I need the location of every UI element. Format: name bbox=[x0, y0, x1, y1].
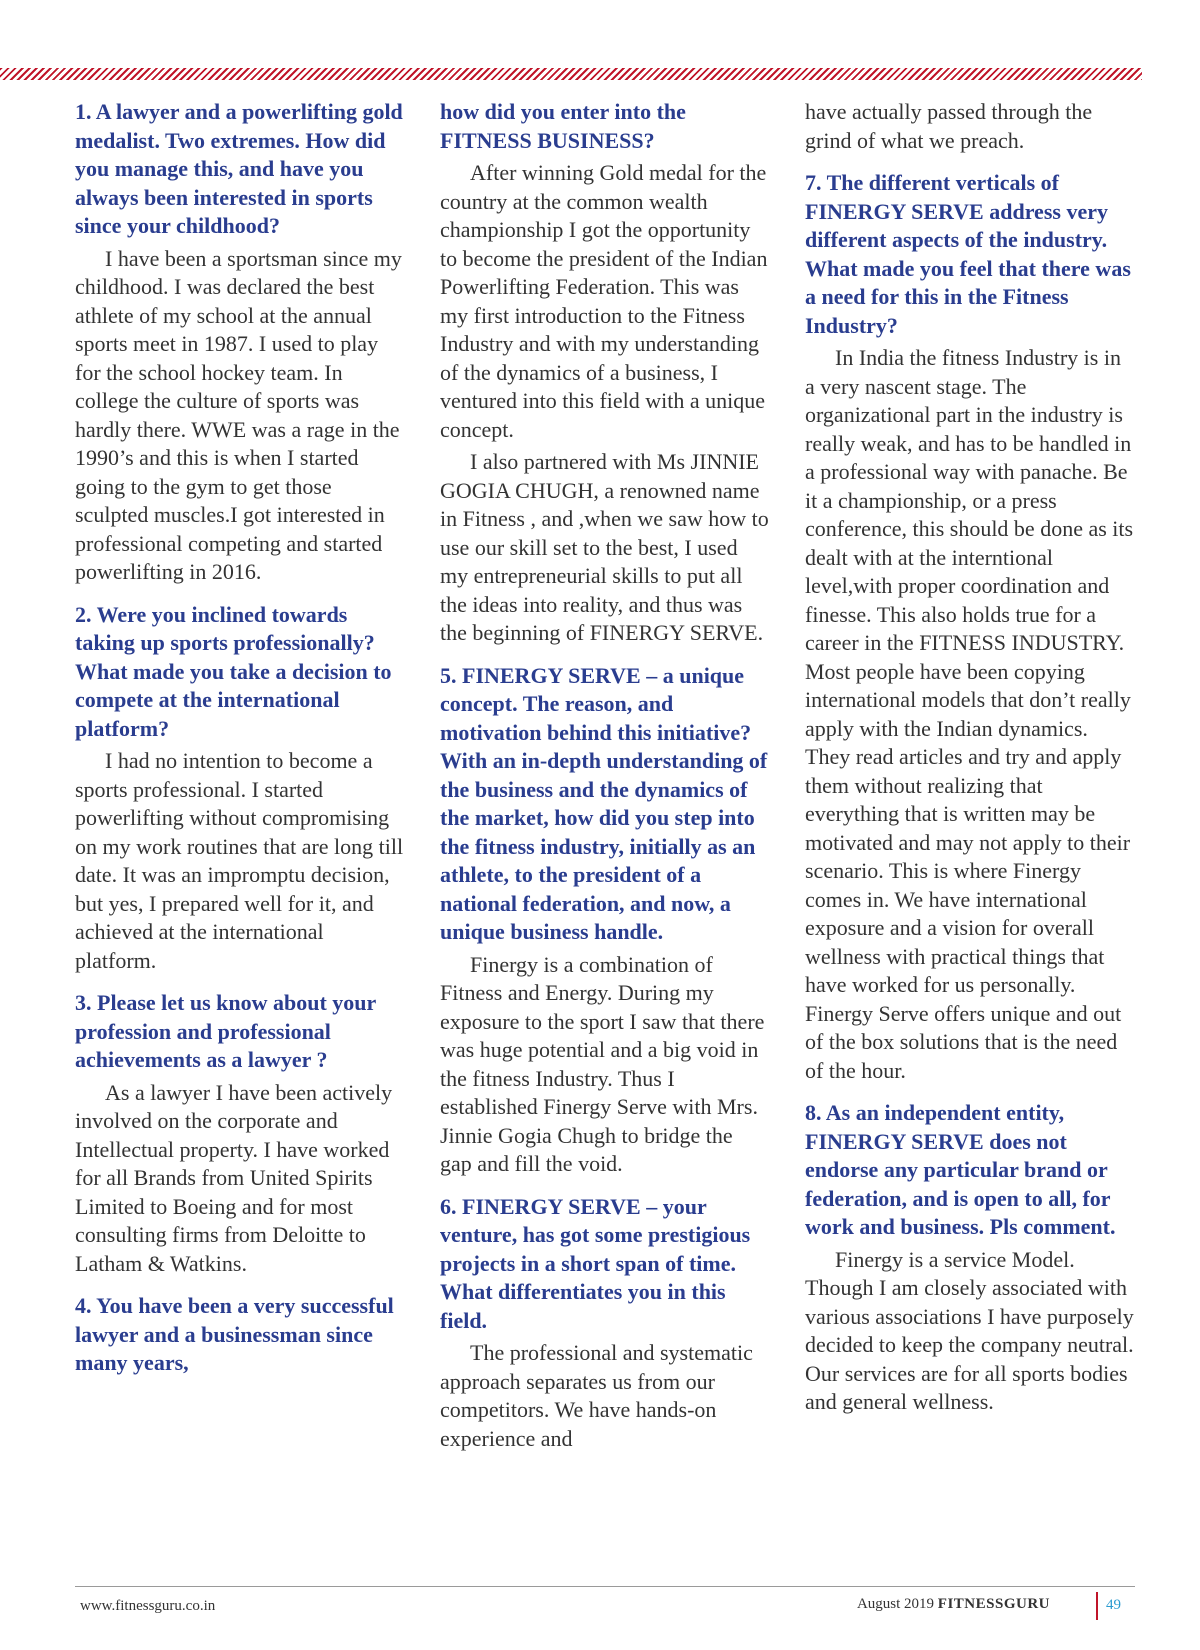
footer-website: www.fitnessguru.co.in bbox=[80, 1598, 216, 1614]
question-8: 8. As an independent entity, FINERGY SERVE does not endorse any particular brand or federation, and is open to all, for work and business. Pls comment. bbox=[805, 1100, 1116, 1239]
column-1 bbox=[75, 98, 404, 1568]
article-columns bbox=[75, 98, 1135, 1568]
answer-5: Finergy is a combination of Fitness and Energy. During my exposure to the sport I saw that there was huge potential and a big void in the fitness Industry. Thus I established Finergy Serve with Mrs. Jinnie Gogia Chugh to bridge the gap and fill the void. bbox=[440, 951, 765, 1176]
question-3: 3. Please let us know about your profession and professional achievements as a lawyer ? bbox=[75, 990, 376, 1072]
footer-issue-date: August 2019 bbox=[856, 1596, 938, 1612]
answer-6-start: The professional and systematic approach separates us from our competitors. We have hands-on experience and bbox=[440, 1340, 753, 1451]
answer-3: As a lawyer I have been actively involved on the corporate and Intellectual property. I have worked for all Brands from United Spirits Limited to Boeing and for most consulting firms from Deloitte to Latham & Watkins. bbox=[75, 1079, 393, 1276]
question-4-start: 4. You have been a very successful lawyer and a businessman since many years, bbox=[75, 1293, 394, 1375]
answer-7: In India the fitness Industry is in a very nascent stage. The organizational part in the industry is really weak, and has to be handled in a professional way with panache. Be it a championship, or a press conference, this should be done as its dealt with at the interntional level,with proper coordination and finesse. This also holds true for a career in the FITNESS INDUSTRY. Most people have been copying international models that don’t really apply with the Indian dynamics. They read articles and try and apply them without realizing that everything that is written may be motivated and may not apply to their scenario. This is where Finergy comes in. We have international exposure and a vision for overall wellness with practical things that have worked for us personally. Finergy Serve offers unique and out of the box solutions that is the need of the hour. bbox=[805, 345, 1134, 1083]
answer-4-paragraph-2: I also partnered with Ms JINNIE GOGIA CHUGH, a renowned name in Fitness , and ,when we saw how to use our skill set to the best, I used my entrepreneurial skills to put all the ideas into reality, and thus was the beginning of FINERGY SERVE. bbox=[440, 449, 769, 645]
answer-2: I had no intention to become a sports professional. I started powerlifting without compromising on my work routines that are long till date. It was an impromptu decision, but yes, I prepared well for it, and achieved at the international platform. bbox=[75, 748, 404, 973]
footer-divider bbox=[75, 1586, 1135, 1587]
answer-8: Finergy is a service Model. Though I am closely associated with various associations I have purposely decided to keep the company neutral. Our services are for all sports bodies and general wellness. bbox=[805, 1246, 1134, 1414]
question-7: 7. The different verticals of FINERGY SERVE address very different aspects of the industry. What made you feel that there was a need for this in the Fitness Industry? bbox=[805, 170, 1131, 338]
question-6: 6. FINERGY SERVE – your venture, has got some prestigious projects in a short span of time. What differentiates you in this field. bbox=[440, 1193, 751, 1333]
answer-6-end: have actually passed through the grind of what we preach. bbox=[805, 99, 1093, 153]
answer-4-paragraph-1: After winning Gold medal for the country at the common wealth championship I got the opportunity to become the president of the Indian Powerlifting Federation. This was my first introduction to the Fitness Industry and with my understanding of the dynamics of a business, I ventured into this field with a unique concept. bbox=[440, 160, 768, 442]
answer-1: I have been a sportsman since my childhood. I was declared the best athlete of my school at the annual sports meet in 1987. I used to play for the school hockey team. In college the culture of sports was hardly there. WWE was a rage in the 1990’s and this is when I started going to the gym to get those sculpted muscles.I got interested in professional competing and started powerlifting in 2016. bbox=[75, 245, 402, 584]
question-2: 2. Were you inclined towards taking up sports professionally? What made you take a decision to compete at the international platform? bbox=[75, 601, 392, 741]
footer-brand: FITNESSGURU bbox=[937, 1596, 1050, 1612]
footer-separator bbox=[1096, 1592, 1098, 1620]
column-3 bbox=[805, 98, 1134, 1568]
question-1: 1. A lawyer and a powerlifting gold medalist. Two extremes. How did you manage this, and have you always been interested in sports since your childhood? bbox=[75, 99, 403, 238]
decorative-top-stripe bbox=[0, 68, 1142, 80]
footer-issue bbox=[857, 1596, 1050, 1613]
question-5: 5. FINERGY SERVE – a unique concept. The reason, and motivation behind this initiative? With an in-depth understanding of the business and the dynamics of the market, how did you step into the fitness industry, initially as an athlete, to the president of a national federation, and now, a unique business handle. bbox=[440, 662, 768, 944]
page-number: 49 bbox=[1106, 1597, 1121, 1613]
question-4-end: how did you enter into the FITNESS BUSINESS? bbox=[440, 99, 686, 153]
column-2 bbox=[440, 98, 769, 1568]
